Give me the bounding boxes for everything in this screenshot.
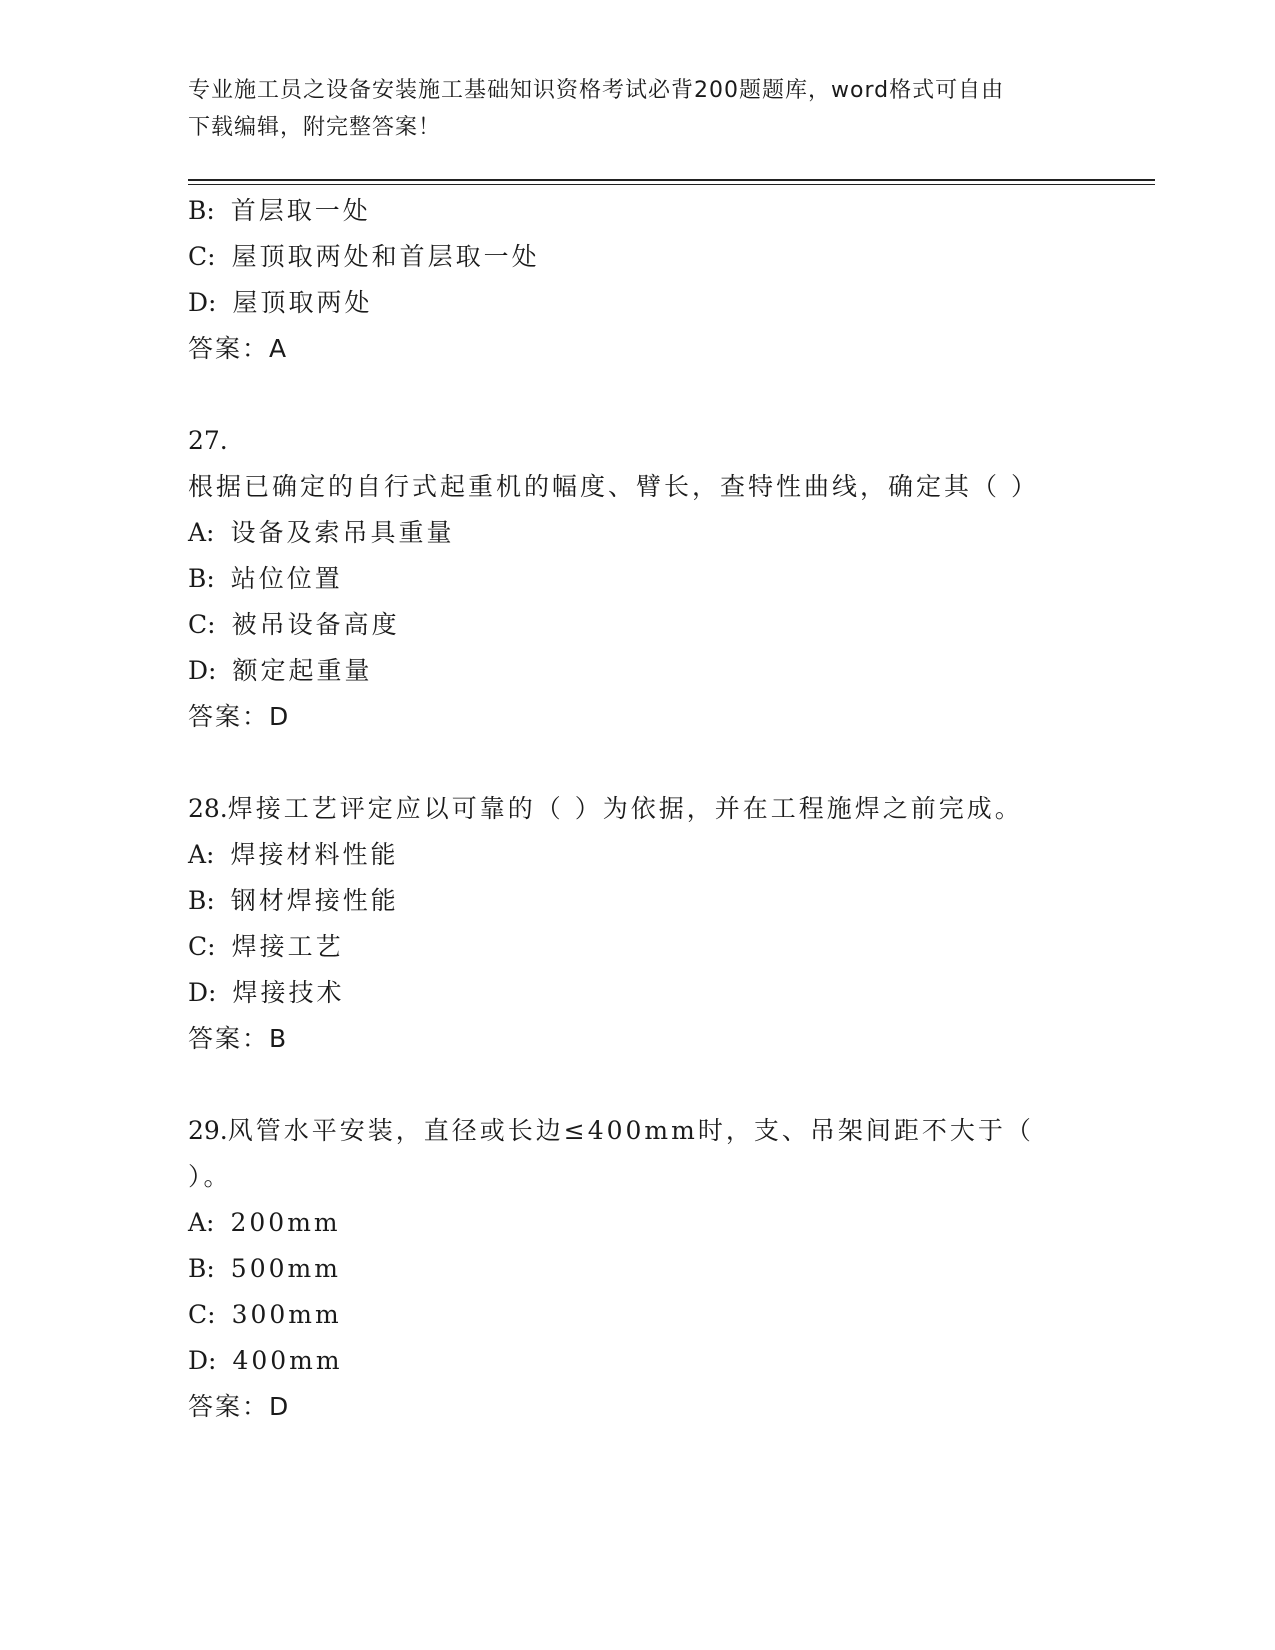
answer: 答案：A (188, 334, 289, 363)
question-stem: 27.根据已确定的自行式起重机的幅度、臂长，查特性曲线，确定其（ ） (188, 426, 1039, 501)
header-line-2: 下载编辑，附完整答案！ (188, 115, 442, 140)
question-content (188, 188, 1088, 1430)
option-b: B: 钢材焊接性能 (188, 886, 399, 915)
header-line-1: 专业施工员之设备安装施工基础知识资格考试必背200题题库，word格式可自由 (188, 78, 1005, 103)
option-c: C: 300mm (188, 1300, 342, 1329)
prev-question (188, 188, 1088, 372)
option-d: D: 焊接技术 (188, 978, 345, 1007)
question-stem: 28.焊接工艺评定应以可靠的（ ）为依据，并在工程施焊之前完成。 (188, 794, 1023, 823)
option-b: B: 首层取一处 (188, 196, 371, 225)
question-27 (188, 418, 1088, 740)
answer: 答案：D (188, 1392, 291, 1421)
option-b: B: 站位位置 (188, 564, 343, 593)
answer: 答案：B (188, 1024, 289, 1053)
option-d: D: 400mm (188, 1346, 343, 1375)
option-c: C: 焊接工艺 (188, 932, 344, 961)
option-c: C: 被吊设备高度 (188, 610, 400, 639)
option-b: B: 500mm (188, 1254, 341, 1283)
header-divider-thin (188, 184, 1155, 185)
option-d: D: 额定起重量 (188, 656, 373, 685)
answer: 答案：D (188, 702, 291, 731)
question-stem: 29.风管水平安装，直径或长边≤400mm时，支、吊架间距不大于（ ）。 (188, 1116, 1034, 1191)
option-a: A: 焊接材料性能 (188, 840, 399, 869)
option-a: A: 200mm (188, 1208, 341, 1237)
header-divider-thick (188, 179, 1155, 181)
option-c: C: 屋顶取两处和首层取一处 (188, 242, 540, 271)
option-a: A: 设备及索吊具重量 (188, 518, 455, 547)
option-d: D: 屋顶取两处 (188, 288, 373, 317)
document-header (188, 72, 1068, 146)
question-29 (188, 1108, 1088, 1430)
question-28 (188, 786, 1088, 1062)
